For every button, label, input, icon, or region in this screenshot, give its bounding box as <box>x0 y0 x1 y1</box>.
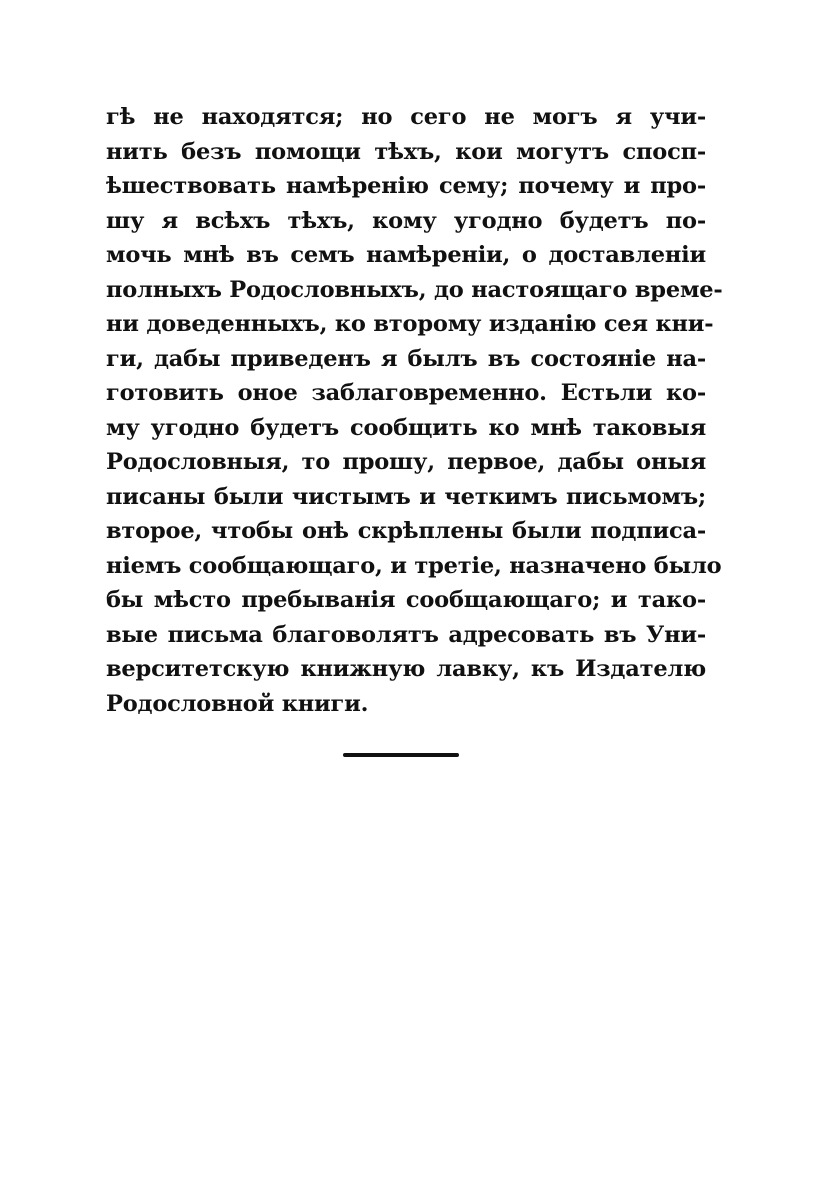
text-line: полныхъ Родословныхъ, до настоящаго време- <box>106 276 723 303</box>
text-line-last: Родословной книги. <box>106 690 369 717</box>
text-line: ніемъ сообщающаго, и третіе, назначено было <box>106 552 722 579</box>
text-line: бы мѣсто пребыванія сообщающаго; и тако- <box>106 587 706 613</box>
text-line: ги, дабы приведенъ я былъ въ состояніе на- <box>106 345 706 372</box>
text-line: ни доведенныхъ, ко второму изданію сея кни- <box>106 311 714 337</box>
text-line: вые письма благоволятъ адресовать въ Уни- <box>106 621 706 648</box>
text-line: готовить оное заблаговременно. Естьли ко- <box>106 380 706 406</box>
text-line: ѣшествовать намѣренію сему; почему и про- <box>106 173 706 199</box>
text-line: му угодно будетъ сообщить ко мнѣ таковыя <box>106 414 706 441</box>
section-divider <box>343 753 459 757</box>
text-line: второе, чтобы онѣ скрѣплены были подписа- <box>106 518 706 544</box>
text-line: гѣ не находятся; но сего не могъ я учи- <box>106 104 706 130</box>
text-line: нить безъ помощи тѣхъ, кои могутъ спосп- <box>106 138 706 165</box>
text-line: верситетскую книжную лавку, къ Издателю <box>106 656 706 682</box>
text-line: шу я всѣхъ тѣхъ, кому угодно будетъ по- <box>106 207 706 234</box>
text-line: писаны были чистымъ и четкимъ письмомъ; <box>106 483 706 510</box>
text-line: Родословныя, то прошу, первое, дабы оныя <box>106 449 706 475</box>
body-text <box>106 100 723 721</box>
text-line: мочь мнѣ въ семъ намѣреніи, о доставленіи <box>106 242 706 268</box>
